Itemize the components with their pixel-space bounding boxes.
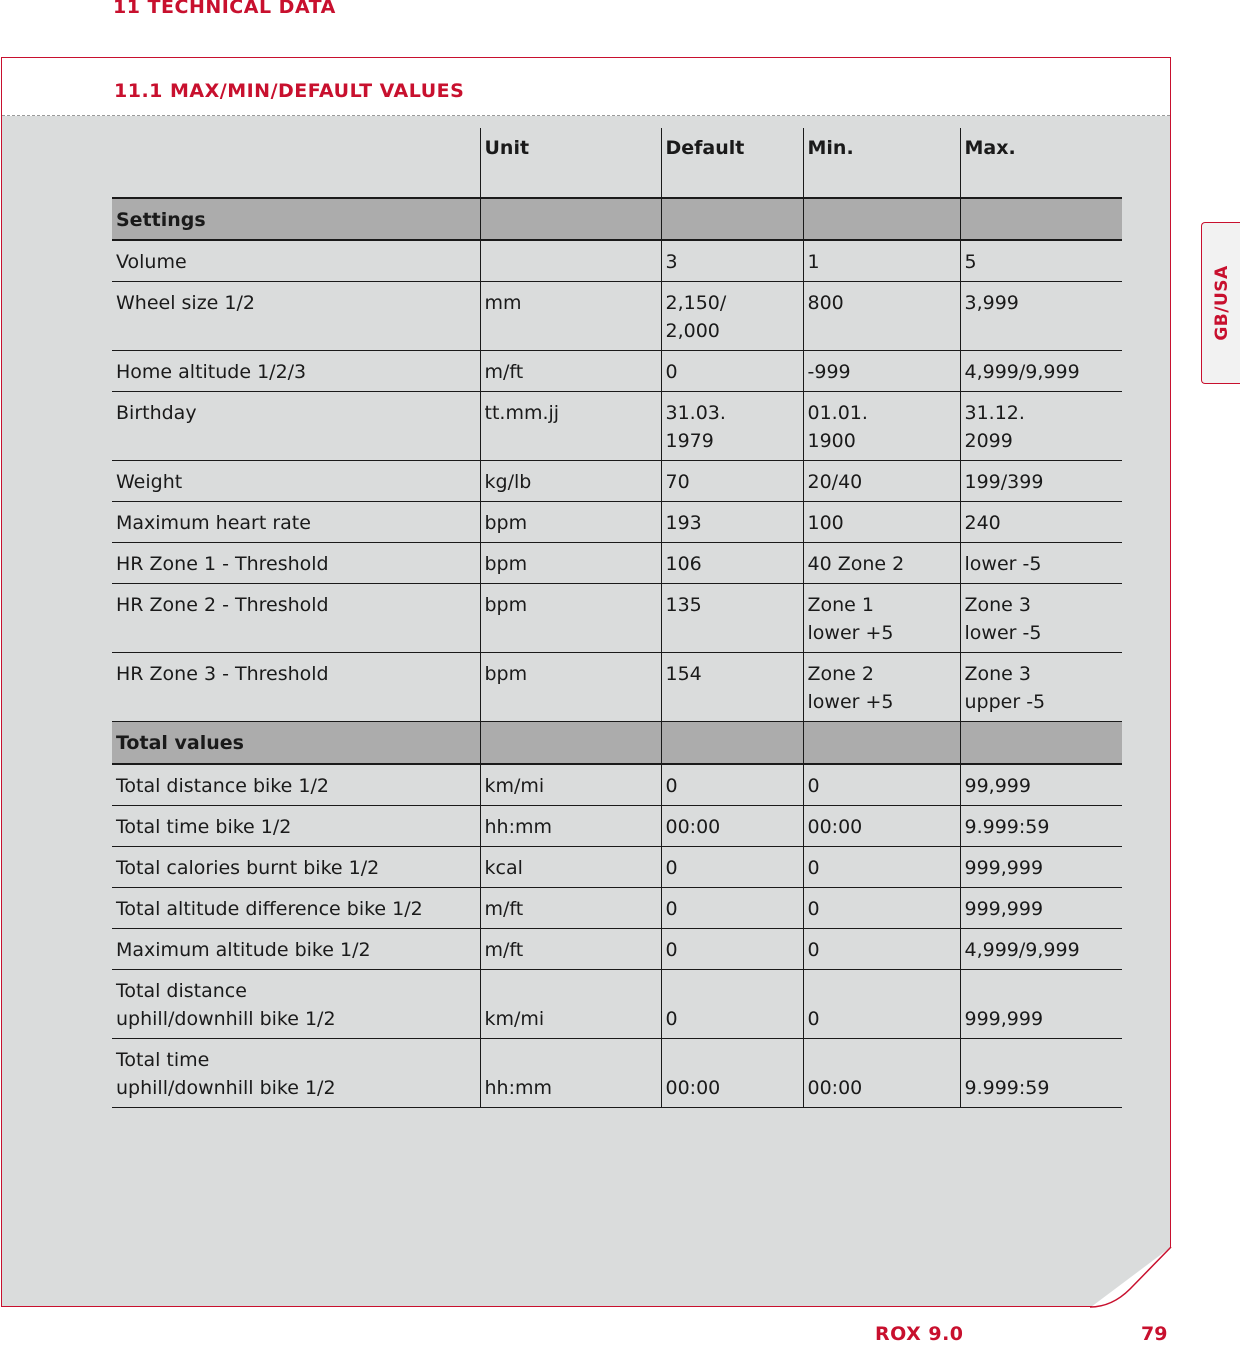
max-cell: 99,999 (960, 764, 1122, 806)
footer-page-number: 79 (1141, 1323, 1168, 1345)
group-cell (960, 198, 1122, 240)
default-cell: 0 (661, 928, 803, 969)
min-cell: 0 (803, 887, 960, 928)
group-cell (803, 198, 960, 240)
default-cell: 0 (661, 887, 803, 928)
default-cell: 154 (661, 653, 803, 722)
min-cell: 40 Zone 2 (803, 543, 960, 584)
max-cell: Zone 3 lower -5 (960, 584, 1122, 653)
min-cell: 0 (803, 846, 960, 887)
header-min: Min. (803, 128, 960, 198)
max-cell: 9.999:59 (960, 805, 1122, 846)
table-header-row (112, 128, 1122, 198)
min-cell: Zone 2 lower +5 (803, 653, 960, 722)
default-cell: 135 (661, 584, 803, 653)
section-title: 11.1 MAX/MIN/DEFAULT VALUES (114, 80, 465, 102)
max-cell: 999,999 (960, 969, 1122, 1038)
default-cell: 31.03. 1979 (661, 392, 803, 461)
unit-cell: km/mi (480, 764, 661, 806)
table-row (112, 969, 1122, 1038)
parameter-cell: Home altitude 1/2/3 (112, 351, 480, 392)
table-row (112, 764, 1122, 806)
unit-cell (480, 240, 661, 282)
parameter-cell: Volume (112, 240, 480, 282)
max-cell: lower -5 (960, 543, 1122, 584)
table-row (112, 543, 1122, 584)
unit-cell: m/ft (480, 351, 661, 392)
max-cell: 240 (960, 502, 1122, 543)
min-cell: Zone 1 lower +5 (803, 584, 960, 653)
min-cell: 100 (803, 502, 960, 543)
min-cell: 1 (803, 240, 960, 282)
default-cell: 0 (661, 846, 803, 887)
table-row (112, 846, 1122, 887)
min-cell: 00:00 (803, 1038, 960, 1107)
max-cell: 5 (960, 240, 1122, 282)
header-default: Default (661, 128, 803, 198)
min-cell: -999 (803, 351, 960, 392)
parameter-cell: HR Zone 2 - Threshold (112, 584, 480, 653)
unit-cell: bpm (480, 502, 661, 543)
default-cell: 00:00 (661, 1038, 803, 1107)
header-max: Max. (960, 128, 1122, 198)
table-row (112, 282, 1122, 351)
max-cell: 999,999 (960, 887, 1122, 928)
footer-product-name: ROX 9.0 (875, 1323, 964, 1345)
default-cell: 0 (661, 351, 803, 392)
unit-cell: kcal (480, 846, 661, 887)
table-row (112, 805, 1122, 846)
default-cell: 193 (661, 502, 803, 543)
min-cell: 800 (803, 282, 960, 351)
max-cell: 4,999/9,999 (960, 351, 1122, 392)
group-cell (480, 722, 661, 764)
parameter-cell: Maximum heart rate (112, 502, 480, 543)
default-cell: 106 (661, 543, 803, 584)
unit-cell: km/mi (480, 969, 661, 1038)
group-title: Total values (112, 722, 480, 764)
table-row (112, 461, 1122, 502)
unit-cell: bpm (480, 584, 661, 653)
unit-cell: bpm (480, 653, 661, 722)
parameter-cell: Total time bike 1/2 (112, 805, 480, 846)
min-cell: 00:00 (803, 805, 960, 846)
default-cell: 2,150/ 2,000 (661, 282, 803, 351)
header-parameter (112, 128, 480, 198)
table-row (112, 653, 1122, 722)
chapter-title: 11 TECHNICAL DATA (113, 0, 336, 18)
unit-cell: tt.mm.jj (480, 392, 661, 461)
table-body (112, 198, 1122, 1107)
unit-cell: m/ft (480, 928, 661, 969)
max-cell: 9.999:59 (960, 1038, 1122, 1107)
unit-cell: bpm (480, 543, 661, 584)
group-cell (960, 722, 1122, 764)
max-cell: 4,999/9,999 (960, 928, 1122, 969)
table-row (112, 392, 1122, 461)
table-group-row (112, 198, 1122, 240)
default-cell: 0 (661, 764, 803, 806)
unit-cell: m/ft (480, 887, 661, 928)
group-cell (803, 722, 960, 764)
group-cell (661, 198, 803, 240)
table-row (112, 1038, 1122, 1107)
default-cell: 00:00 (661, 805, 803, 846)
group-cell (480, 198, 661, 240)
max-cell: 999,999 (960, 846, 1122, 887)
group-title: Settings (112, 198, 480, 240)
min-cell: 0 (803, 928, 960, 969)
default-cell: 70 (661, 461, 803, 502)
unit-cell: hh:mm (480, 1038, 661, 1107)
max-cell: 31.12. 2099 (960, 392, 1122, 461)
panel-corner-decoration (1088, 1245, 1173, 1309)
parameter-cell: Birthday (112, 392, 480, 461)
table-row (112, 351, 1122, 392)
parameter-cell: Weight (112, 461, 480, 502)
group-cell (661, 722, 803, 764)
parameter-cell: Wheel size 1/2 (112, 282, 480, 351)
language-tab-label: GB/USA (1211, 265, 1232, 341)
table-row (112, 502, 1122, 543)
table-row (112, 584, 1122, 653)
parameter-cell: HR Zone 3 - Threshold (112, 653, 480, 722)
max-cell: Zone 3 upper -5 (960, 653, 1122, 722)
values-table (112, 128, 1122, 1108)
unit-cell: kg/lb (480, 461, 661, 502)
header-unit: Unit (480, 128, 661, 198)
parameter-cell: HR Zone 1 - Threshold (112, 543, 480, 584)
table-row (112, 887, 1122, 928)
min-cell: 20/40 (803, 461, 960, 502)
parameter-cell: Total calories burnt bike 1/2 (112, 846, 480, 887)
language-tab[interactable] (1201, 222, 1240, 384)
default-cell: 0 (661, 969, 803, 1038)
default-cell: 3 (661, 240, 803, 282)
parameter-cell: Total distance uphill/downhill bike 1/2 (112, 969, 480, 1038)
parameter-cell: Total altitude difference bike 1/2 (112, 887, 480, 928)
max-cell: 3,999 (960, 282, 1122, 351)
max-cell: 199/399 (960, 461, 1122, 502)
min-cell: 0 (803, 764, 960, 806)
parameter-cell: Total distance bike 1/2 (112, 764, 480, 806)
unit-cell: hh:mm (480, 805, 661, 846)
min-cell: 0 (803, 969, 960, 1038)
parameter-cell: Total time uphill/downhill bike 1/2 (112, 1038, 480, 1107)
unit-cell: mm (480, 282, 661, 351)
table-row (112, 240, 1122, 282)
parameter-cell: Maximum altitude bike 1/2 (112, 928, 480, 969)
table-row (112, 928, 1122, 969)
table-group-row (112, 722, 1122, 764)
min-cell: 01.01. 1900 (803, 392, 960, 461)
